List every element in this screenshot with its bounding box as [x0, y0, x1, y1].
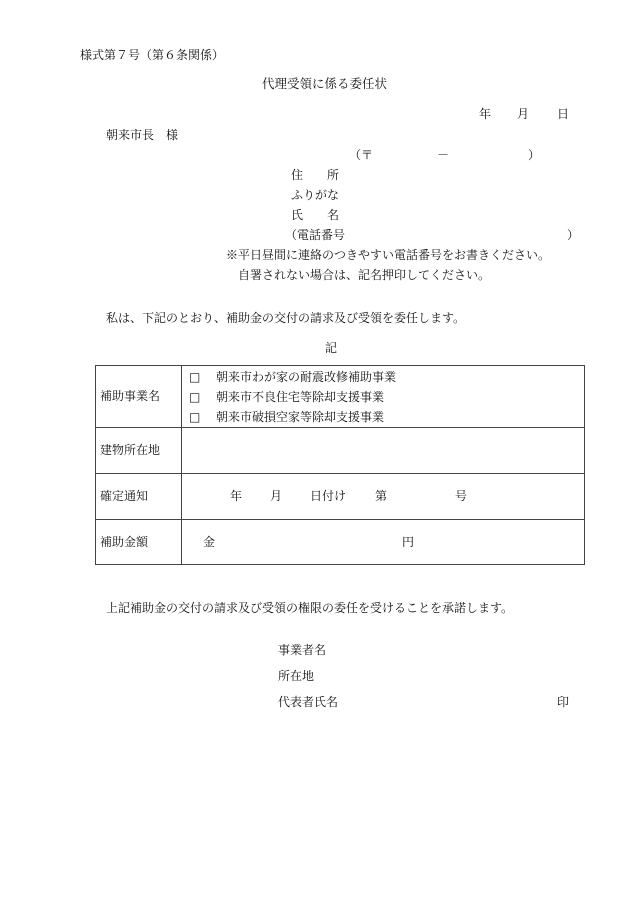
- notice-no: 第: [375, 489, 388, 503]
- date-month: 月: [517, 107, 530, 121]
- phone-close: ）: [567, 228, 580, 242]
- business-name-label: 事業者名: [278, 643, 327, 657]
- project-label: 補助事業名: [100, 389, 161, 403]
- postal-dash: －: [437, 148, 450, 162]
- notice-month: 月: [270, 489, 283, 503]
- postal-open: （〒: [349, 148, 374, 162]
- acceptance-statement: 上記補助金の交付の請求及び受領の権限の委任を受けることを承諾します。: [106, 601, 514, 615]
- form-number: 様式第７号（第６条関係）: [80, 48, 225, 62]
- postal-close: ）: [528, 148, 541, 162]
- seal-mark: 印: [557, 695, 570, 709]
- notice-label: 確定通知: [100, 489, 149, 503]
- checkbox-icon[interactable]: □: [189, 370, 201, 384]
- amount-kin: 金: [203, 535, 216, 549]
- project-option-label: 朝来市不良住宅等除却支援事業: [216, 390, 385, 404]
- location-field[interactable]: [182, 428, 584, 473]
- ki-heading: 記: [325, 341, 338, 355]
- amount-yen: 円: [402, 535, 415, 549]
- checkbox-icon[interactable]: □: [189, 410, 201, 424]
- addressee: 朝来市長 様: [106, 128, 179, 142]
- document-title: 代理受領に係る委任状: [262, 76, 388, 91]
- checkbox-icon[interactable]: □: [189, 390, 201, 404]
- notice-go: 号: [455, 489, 468, 503]
- date-year: 年: [479, 107, 492, 121]
- project-option-label: 朝来市わが家の耐震改修補助事業: [216, 370, 397, 384]
- project-option-label: 朝来市破損空家等除却支援事業: [216, 410, 385, 424]
- seal-note: 自署されない場合は、記名押印してください。: [238, 268, 491, 282]
- phone-label: （電話番号: [285, 228, 346, 242]
- business-location-label: 所在地: [278, 669, 315, 683]
- name-label: 氏 名: [291, 208, 340, 222]
- phone-note: ※平日昼間に連絡のつきやすい電話番号をお書きください。: [226, 248, 551, 262]
- notice-year: 年: [230, 489, 243, 503]
- delegation-statement: 私は、下記のとおり、補助金の交付の請求及び受領を委任します。: [106, 311, 466, 325]
- date-day: 日: [557, 107, 570, 121]
- location-label: 建物所在地: [100, 443, 161, 457]
- furigana-label: ふりがな: [291, 188, 340, 202]
- address-label: 住 所: [291, 168, 340, 182]
- amount-label: 補助金額: [100, 535, 149, 549]
- representative-label: 代表者氏名: [278, 695, 339, 709]
- notice-dated: 日付け: [310, 489, 347, 503]
